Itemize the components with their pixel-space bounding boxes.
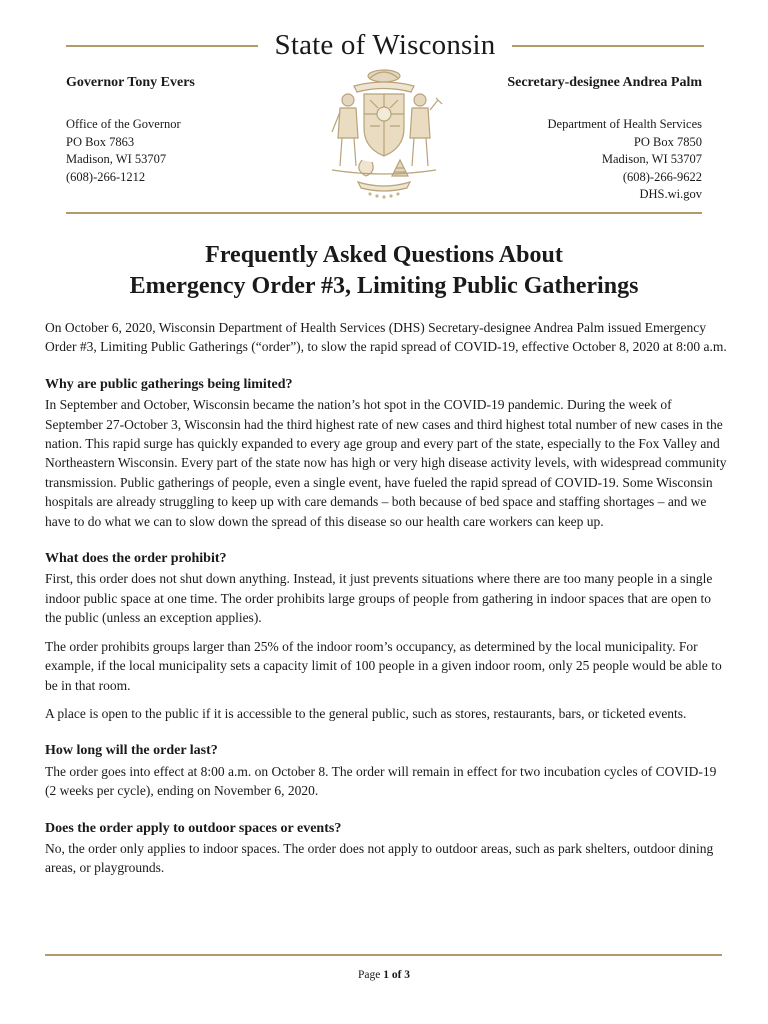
secretary-address-line: Department of Health Services: [547, 117, 702, 131]
page-of: of: [391, 969, 402, 981]
governor-name: Governor Tony Evers: [66, 75, 195, 90]
faq-answer: First, this order does not shut down anything. Instead, it just prevents situations where there are too many people in a single indoor public space at one time. The order prohibits large groups of people from gathering in indoor spaces that are open to the public (unless an exception applies).: [45, 571, 713, 626]
secretary-address-line: Madison, WI 53707: [601, 152, 702, 166]
title-rule-right: [512, 45, 704, 47]
secretary-name: Secretary-designee Andrea Palm: [507, 75, 702, 90]
faq-question: How long will the order last?: [45, 743, 218, 759]
intro-paragraph: On October 6, 2020, Wisconsin Department of Health Services (DHS) Secretary-designee Andrea Palm issued Emergency Order #3, Limiting Public Gatherings (“order”), to slow the rapid spread of COVID-19, effective October 8, 2020 at 8:00 a.m.: [45, 320, 727, 355]
faq-question: Why are public gatherings being limited?: [45, 376, 293, 392]
faq-question: What does the order prohibit?: [45, 551, 227, 567]
faq-answer: The order goes into effect at 8:00 a.m. on October 8. The order will remain in effect for two incubation cycles of COVID-19 (2 weeks per cycle), ending on November 6, 2020.: [45, 763, 717, 799]
page-word: Page: [357, 969, 381, 981]
faq-question: Does the order apply to outdoor spaces or events?: [45, 820, 342, 836]
footer-divider: [45, 954, 722, 956]
page-total: 3: [404, 969, 411, 981]
secretary-address: [548, 116, 702, 204]
faq-answer: A place is open to the public if it is accessible to the general public, such as stores, restaurants, bars, or ticketed events.: [45, 705, 687, 721]
header-divider: [66, 212, 702, 214]
governor-address-line: (608)-266-1212: [66, 169, 146, 184]
document-title-line: Emergency Order #3, Limiting Public Gatherings: [129, 273, 639, 299]
page-number: [0, 969, 768, 981]
document-body: [45, 318, 729, 878]
faq-answer: No, the order only applies to indoor spaces. The order does not apply to outdoor areas, such as park shelters, outdoor dining areas, or playgrounds.: [45, 840, 714, 876]
state-title: State of Wisconsin: [274, 29, 496, 61]
governor-address-line: Madison, WI 53707: [66, 152, 167, 166]
faq-answer: The order prohibits groups larger than 25% of the indoor room’s occupancy, as determined by the local municipality. For example, if the local municipality sets a capacity limit of 100 people in a given indoor room, only 25 people would be able to be in that room.: [45, 638, 722, 693]
letterhead-title-row: [66, 28, 704, 64]
governor-address-line: PO Box 7863: [66, 134, 135, 149]
page-current: 1: [383, 969, 389, 981]
governor-address-line: Office of the Governor: [66, 117, 181, 131]
document-title: [40, 240, 728, 302]
faq-answer: In September and October, Wisconsin became the nation’s hot spot in the COVID-19 pandemic. During the week of September 27-October 3, Wisconsin had the third highest rate of new cases and third highest total number of new cases in the nation. This rapid surge has quickly expanded to every age group and every part of the state, especially to the Fox Valley and Northeastern Wisconsin. Every part of the state now has high or very high disease activity levels, with widespread community transmission. Public gatherings of people, even a single event, have fueled the rapid spread of COVID-19. Some Wisconsin hospitals are already struggling to keep up with care demands – both because of bed space and staffing shortages – and we have to do what we can to slow down the spread of this disease so our health care workers can keep up.: [45, 397, 727, 529]
wisconsin-seal-icon: [318, 64, 450, 204]
secretary-website: DHS.wi.gov: [639, 187, 702, 201]
secretary-address-line: PO Box 7850: [633, 134, 702, 149]
secretary-address-line: (608)-266-9622: [622, 169, 702, 184]
document-title-line: Frequently Asked Questions About: [205, 242, 563, 268]
governor-address: [66, 116, 181, 186]
